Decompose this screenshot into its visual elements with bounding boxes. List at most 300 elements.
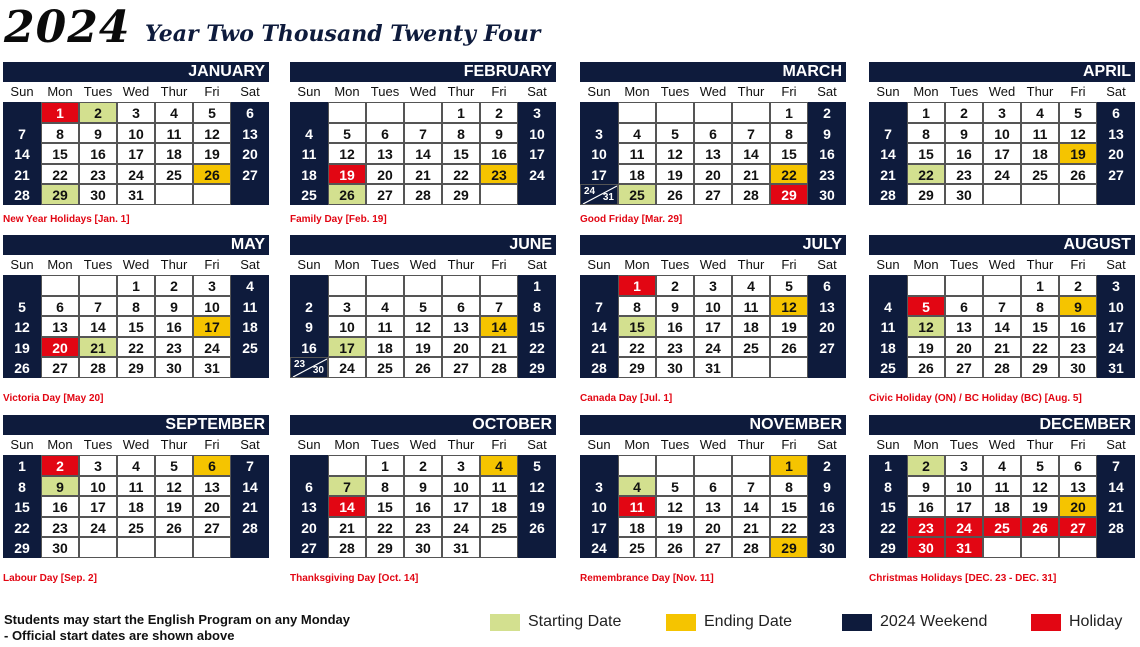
weekday-label: Sun <box>10 437 34 452</box>
day-cell: 19 <box>656 164 694 185</box>
day-cell: 20 <box>442 337 480 358</box>
day-cell: 7 <box>231 455 269 476</box>
day-cell: 25 <box>618 537 656 558</box>
day-cell: 12 <box>328 143 366 164</box>
weekday-label: Thur <box>160 84 188 99</box>
weekday-label: Sat <box>527 257 547 272</box>
day-cell: 27 <box>1097 164 1135 185</box>
day-cell: 1 <box>1021 275 1059 296</box>
day-cell: 29 <box>117 357 155 378</box>
empty-day-cell <box>480 275 518 296</box>
day-cell: 27 <box>366 184 404 205</box>
day-cell: 1 <box>770 102 808 123</box>
legend-swatch-ending <box>666 614 696 631</box>
day-cell: 23 <box>656 337 694 358</box>
day-cell: 14 <box>983 316 1021 337</box>
day-cell: 23 <box>945 164 983 185</box>
day-cell: 28 <box>732 537 770 558</box>
weekday-label: Thur <box>160 437 188 452</box>
day-cell: 14 <box>732 496 770 517</box>
day-cell: 4 <box>869 296 907 317</box>
day-cell: 23 <box>907 517 945 538</box>
day-cell: 2 <box>41 455 79 476</box>
day-cell: 16 <box>945 143 983 164</box>
weekday-label: Wed <box>409 437 437 452</box>
day-cell: 24 <box>518 164 556 185</box>
day-cell: 10 <box>945 476 983 497</box>
weekday-header <box>580 82 846 102</box>
empty-day-cell <box>618 455 656 476</box>
weekday-label: Mon <box>624 257 650 272</box>
day-cell: 30 <box>1059 357 1097 378</box>
day-cell: 16 <box>656 316 694 337</box>
weekday-label: Mon <box>913 257 939 272</box>
day-cell: 17 <box>945 496 983 517</box>
day-cell: 29 <box>518 357 556 378</box>
day-cell: 14 <box>3 143 41 164</box>
day-cell: 29 <box>442 184 480 205</box>
month-name: DECEMBER <box>869 415 1135 435</box>
day-cell: 25 <box>869 357 907 378</box>
day-cell: 31 <box>442 537 480 558</box>
empty-day-cell <box>732 455 770 476</box>
day-cell: 22 <box>117 337 155 358</box>
day-cell: 23 <box>79 164 117 185</box>
month-march <box>580 62 846 205</box>
month-august <box>869 235 1135 378</box>
month-october <box>290 415 556 558</box>
day-cell: 29 <box>41 184 79 205</box>
weekday-label: Mon <box>334 437 360 452</box>
day-cell: 17 <box>580 164 618 185</box>
weekday-label: Sun <box>297 84 321 99</box>
day-cell: 30 <box>656 357 694 378</box>
day-cell: 12 <box>155 476 193 497</box>
day-cell: 6 <box>1059 455 1097 476</box>
day-cell: 9 <box>656 296 694 317</box>
day-cell: 30 <box>155 357 193 378</box>
day-cell: 5 <box>1021 455 1059 476</box>
day-grid <box>869 275 1135 378</box>
legend-holiday <box>1031 612 1122 632</box>
day-cell: 3 <box>518 102 556 123</box>
day-cell: 26 <box>3 357 41 378</box>
weekday-label: Fri <box>1070 257 1086 272</box>
day-cell: 18 <box>155 143 193 164</box>
day-cell: 9 <box>404 476 442 497</box>
day-cell: 22 <box>3 517 41 538</box>
day-cell: 21 <box>732 164 770 185</box>
day-cell: 4 <box>732 275 770 296</box>
day-cell: 29 <box>770 537 808 558</box>
empty-day-cell <box>1097 537 1135 558</box>
holiday-note: Labour Day [Sep. 2] <box>3 573 97 584</box>
weekday-label: Wed <box>988 84 1016 99</box>
weekday-label: Wed <box>699 437 727 452</box>
day-cell: 22 <box>366 517 404 538</box>
day-cell: 18 <box>231 316 269 337</box>
holiday-note: Family Day [Feb. 19] <box>290 214 387 225</box>
empty-day-cell <box>518 537 556 558</box>
day-cell: 28 <box>79 357 117 378</box>
day-cell: 2 <box>808 455 846 476</box>
weekday-label: Fri <box>204 84 220 99</box>
weekday-label: Thur <box>1026 84 1054 99</box>
day-cell: 8 <box>907 123 945 144</box>
empty-day-cell <box>155 537 193 558</box>
holiday-note: Victoria Day [May 20] <box>3 393 104 404</box>
day-cell: 17 <box>193 316 231 337</box>
day-cell: 26 <box>656 537 694 558</box>
weekday-label: Sat <box>527 437 547 452</box>
day-cell: 7 <box>3 123 41 144</box>
day-cell: 8 <box>366 476 404 497</box>
day-cell: 1 <box>41 102 79 123</box>
empty-day-cell <box>290 455 328 476</box>
day-cell: 10 <box>328 316 366 337</box>
day-cell: 9 <box>907 476 945 497</box>
day-cell: 22 <box>518 337 556 358</box>
day-cell: 4 <box>618 476 656 497</box>
legend-label: Ending Date <box>704 613 793 630</box>
empty-day-cell <box>983 537 1021 558</box>
weekday-label: Thur <box>737 84 765 99</box>
day-cell: 30 <box>404 537 442 558</box>
weekday-label: Wed <box>988 257 1016 272</box>
day-cell: 8 <box>3 476 41 497</box>
weekday-header <box>869 255 1135 275</box>
day-cell: 25 <box>290 184 328 205</box>
day-cell: 3 <box>694 275 732 296</box>
day-cell: 22 <box>907 164 945 185</box>
weekday-label: Fri <box>491 437 507 452</box>
day-cell: 5 <box>656 476 694 497</box>
day-cell: 6 <box>366 123 404 144</box>
empty-day-cell <box>3 102 41 123</box>
day-cell: 30 <box>808 184 846 205</box>
empty-day-cell <box>193 184 231 205</box>
weekday-label: Tues <box>660 84 690 99</box>
day-grid <box>580 275 846 378</box>
day-grid <box>3 275 269 378</box>
day-cell: 8 <box>869 476 907 497</box>
weekday-label: Sun <box>587 84 611 99</box>
weekday-header <box>580 255 846 275</box>
day-cell: 10 <box>1097 296 1135 317</box>
day-cell: 23 <box>480 164 518 185</box>
day-cell: 30 <box>41 537 79 558</box>
weekday-header <box>3 255 269 275</box>
day-cell: 27 <box>231 164 269 185</box>
day-cell: 5 <box>518 455 556 476</box>
day-cell: 16 <box>290 337 328 358</box>
weekday-label: Sun <box>10 84 34 99</box>
day-cell: 19 <box>328 164 366 185</box>
weekday-label: Wed <box>122 437 150 452</box>
empty-day-cell <box>808 357 846 378</box>
day-cell: 30 <box>808 537 846 558</box>
day-cell: 20 <box>1059 496 1097 517</box>
day-cell: 18 <box>983 496 1021 517</box>
day-cell: 13 <box>808 296 846 317</box>
day-cell: 28 <box>580 357 618 378</box>
empty-day-cell <box>193 537 231 558</box>
day-cell: 1 <box>442 102 480 123</box>
day-cell: 21 <box>983 337 1021 358</box>
day-cell: 3 <box>1097 275 1135 296</box>
day-cell: 6 <box>945 296 983 317</box>
day-cell: 9 <box>41 476 79 497</box>
empty-day-cell <box>770 357 808 378</box>
day-cell: 9 <box>945 123 983 144</box>
month-name: JUNE <box>290 235 556 255</box>
day-cell: 5 <box>656 123 694 144</box>
holiday-note: Civic Holiday (ON) / BC Holiday (BC) [Aug. 5] <box>869 393 1082 404</box>
weekday-label: Sat <box>1106 257 1126 272</box>
day-cell: 20 <box>193 496 231 517</box>
day-cell: 10 <box>983 123 1021 144</box>
legend-swatch-weekend <box>842 614 872 631</box>
weekday-label: Mon <box>334 257 360 272</box>
day-cell: 21 <box>3 164 41 185</box>
empty-day-cell <box>869 102 907 123</box>
day-cell: 18 <box>117 496 155 517</box>
day-cell: 31 <box>694 357 732 378</box>
day-cell: 25 <box>618 184 656 205</box>
day-cell: 8 <box>618 296 656 317</box>
day-cell: 15 <box>366 496 404 517</box>
weekday-label: Sun <box>587 437 611 452</box>
day-cell: 7 <box>869 123 907 144</box>
day-cell: 13 <box>442 316 480 337</box>
day-cell: 15 <box>770 496 808 517</box>
day-cell: 28 <box>732 184 770 205</box>
empty-day-cell <box>155 184 193 205</box>
day-cell: 7 <box>480 296 518 317</box>
empty-day-cell <box>79 275 117 296</box>
weekday-label: Tues <box>370 84 400 99</box>
day-cell: 5 <box>328 123 366 144</box>
weekday-label: Mon <box>47 84 73 99</box>
day-cell: 15 <box>907 143 945 164</box>
weekday-label: Sat <box>527 84 547 99</box>
legend-ending-date <box>666 612 792 632</box>
day-cell: 5 <box>770 275 808 296</box>
day-cell: 22 <box>1021 337 1059 358</box>
day-cell: 7 <box>79 296 117 317</box>
day-cell: 31 <box>117 184 155 205</box>
day-cell: 1 <box>907 102 945 123</box>
weekday-label: Sun <box>297 257 321 272</box>
day-grid <box>290 275 556 378</box>
footer-line-1: Students may start the English Program on any Monday <box>4 612 351 627</box>
empty-day-cell <box>945 275 983 296</box>
weekday-label: Wed <box>122 257 150 272</box>
day-cell: 16 <box>404 496 442 517</box>
empty-day-cell <box>328 455 366 476</box>
weekday-label: Wed <box>122 84 150 99</box>
day-grid <box>3 455 269 558</box>
month-name: OCTOBER <box>290 415 556 435</box>
weekday-label: Sun <box>297 437 321 452</box>
day-cell: 2 <box>656 275 694 296</box>
day-cell: 10 <box>79 476 117 497</box>
day-cell: 6 <box>193 455 231 476</box>
empty-day-cell <box>231 357 269 378</box>
day-cell: 24 <box>442 517 480 538</box>
day-cell: 3 <box>117 102 155 123</box>
day-cell: 25 <box>1021 164 1059 185</box>
day-cell: 1 <box>869 455 907 476</box>
day-cell: 25 <box>983 517 1021 538</box>
weekday-label: Sat <box>240 84 260 99</box>
day-cell: 18 <box>732 316 770 337</box>
day-cell: 19 <box>770 316 808 337</box>
day-grid <box>869 455 1135 558</box>
empty-day-cell <box>1059 537 1097 558</box>
day-cell: 16 <box>41 496 79 517</box>
weekday-label: Sat <box>240 257 260 272</box>
day-cell: 8 <box>770 476 808 497</box>
weekday-label: Wed <box>699 257 727 272</box>
day-cell: 19 <box>907 337 945 358</box>
empty-day-cell <box>732 102 770 123</box>
weekday-header <box>869 435 1135 455</box>
day-cell: 6 <box>694 123 732 144</box>
day-cell: 12 <box>1021 476 1059 497</box>
day-cell: 26 <box>907 357 945 378</box>
weekday-label: Mon <box>913 437 939 452</box>
month-name: AUGUST <box>869 235 1135 255</box>
month-may <box>3 235 269 378</box>
weekday-label: Fri <box>781 84 797 99</box>
empty-day-cell <box>694 102 732 123</box>
day-cell: 11 <box>732 296 770 317</box>
day-cell: 15 <box>869 496 907 517</box>
empty-day-cell <box>328 102 366 123</box>
day-cell: 18 <box>1021 143 1059 164</box>
day-cell: 23 <box>41 517 79 538</box>
weekday-label: Fri <box>491 257 507 272</box>
weekday-label: Fri <box>204 437 220 452</box>
day-cell: 29 <box>869 537 907 558</box>
day-cell: 27 <box>1059 517 1097 538</box>
weekday-label: Tues <box>83 437 113 452</box>
day-cell: 17 <box>983 143 1021 164</box>
day-cell: 7 <box>580 296 618 317</box>
weekday-label: Mon <box>624 84 650 99</box>
weekday-header <box>290 255 556 275</box>
day-cell: 3 <box>328 296 366 317</box>
day-cell: 21 <box>869 164 907 185</box>
day-cell: 24 <box>117 164 155 185</box>
day-cell: 11 <box>366 316 404 337</box>
day-cell: 15 <box>442 143 480 164</box>
weekday-label: Thur <box>1026 257 1054 272</box>
day-cell: 23 <box>808 517 846 538</box>
month-name: APRIL <box>869 62 1135 82</box>
day-cell: 14 <box>404 143 442 164</box>
day-cell: 12 <box>656 143 694 164</box>
day-cell: 31 <box>945 537 983 558</box>
day-cell: 29 <box>907 184 945 205</box>
day-cell: 17 <box>580 517 618 538</box>
weekday-label: Thur <box>737 257 765 272</box>
day-cell: 21 <box>732 517 770 538</box>
day-cell: 28 <box>869 184 907 205</box>
legend-swatch-starting <box>490 614 520 631</box>
weekday-label: Fri <box>781 437 797 452</box>
day-cell: 31 <box>1097 357 1135 378</box>
day-cell: 18 <box>869 337 907 358</box>
empty-day-cell <box>580 102 618 123</box>
day-cell: 24 <box>79 517 117 538</box>
empty-day-cell <box>231 184 269 205</box>
day-cell: 17 <box>79 496 117 517</box>
legend-label: 2024 Weekend <box>880 613 988 630</box>
day-cell: 20 <box>231 143 269 164</box>
day-cell: 29 <box>366 537 404 558</box>
weekday-label: Tues <box>83 257 113 272</box>
day-cell: 2 <box>945 102 983 123</box>
day-cell: 7 <box>732 123 770 144</box>
day-cell: 9 <box>79 123 117 144</box>
day-cell: 8 <box>1021 296 1059 317</box>
day-cell: 5 <box>404 296 442 317</box>
day-cell: 11 <box>618 496 656 517</box>
weekday-label: Fri <box>204 257 220 272</box>
day-cell: 27 <box>945 357 983 378</box>
day-cell: 29 <box>618 357 656 378</box>
weekday-label: Sat <box>1106 84 1126 99</box>
day-cell: 6 <box>442 296 480 317</box>
month-name: FEBRUARY <box>290 62 556 82</box>
day-cell: 19 <box>518 496 556 517</box>
legend-swatch-holiday <box>1031 614 1061 631</box>
day-cell: 9 <box>808 476 846 497</box>
day-cell: 8 <box>117 296 155 317</box>
day-cell: 27 <box>808 337 846 358</box>
day-cell: 1 <box>770 455 808 476</box>
day-cell: 27 <box>694 537 732 558</box>
day-cell: 21 <box>580 337 618 358</box>
day-cell: 23 <box>1059 337 1097 358</box>
day-cell: 2 <box>404 455 442 476</box>
day-cell: 5 <box>907 296 945 317</box>
day-cell: 6 <box>290 476 328 497</box>
day-cell: 4 <box>290 123 328 144</box>
day-cell: 16 <box>480 143 518 164</box>
day-cell: 25 <box>480 517 518 538</box>
day-cell: 26 <box>328 184 366 205</box>
day-cell: 4 <box>117 455 155 476</box>
weekday-label: Sun <box>876 84 900 99</box>
day-cell: 15 <box>770 143 808 164</box>
weekday-label: Tues <box>949 84 979 99</box>
day-cell: 15 <box>518 316 556 337</box>
day-cell: 3 <box>79 455 117 476</box>
day-cell: 20 <box>366 164 404 185</box>
day-cell: 22 <box>41 164 79 185</box>
month-january <box>3 62 269 205</box>
empty-day-cell <box>618 102 656 123</box>
weekday-label: Thur <box>447 257 475 272</box>
weekday-label: Tues <box>949 437 979 452</box>
day-cell: 10 <box>442 476 480 497</box>
day-cell: 2 <box>290 296 328 317</box>
day-cell: 14 <box>732 143 770 164</box>
day-cell: 9 <box>290 316 328 337</box>
